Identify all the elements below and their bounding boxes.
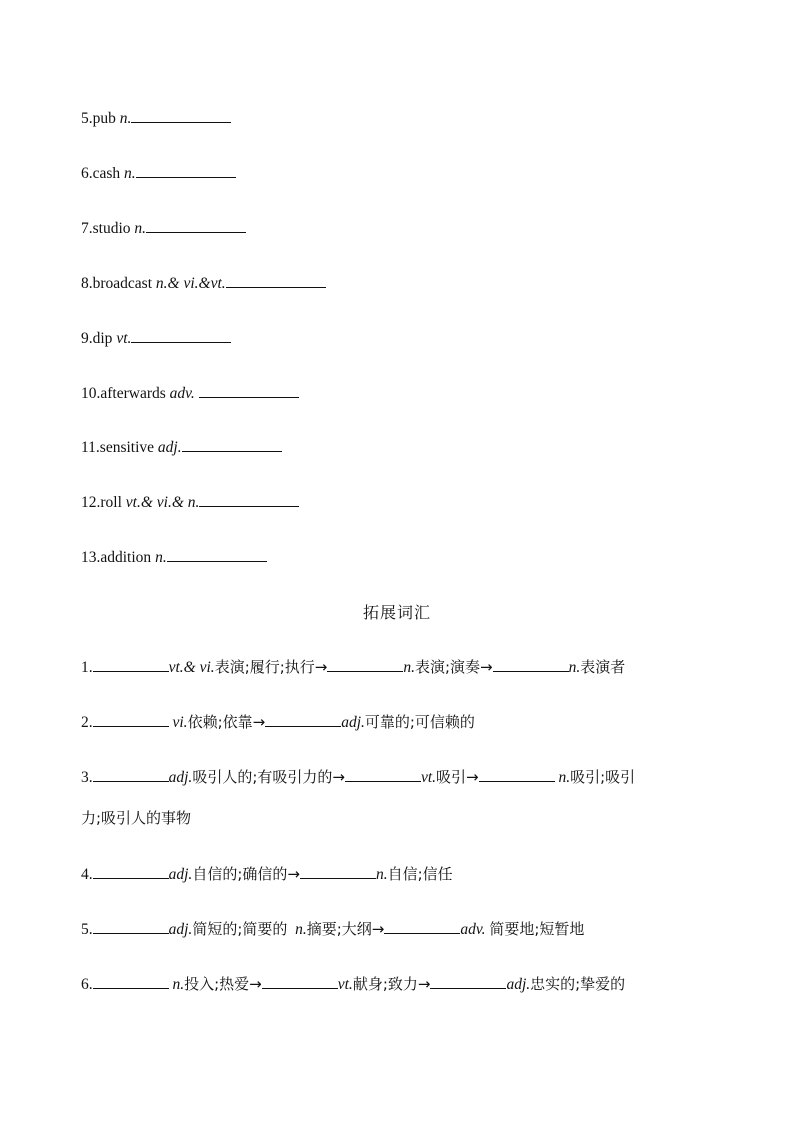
- answer-blank[interactable]: [93, 767, 169, 782]
- pos-label: n.: [375, 866, 388, 883]
- vocab-item-13: [81, 547, 734, 568]
- definition: 摘要;大纲→: [306, 920, 385, 938]
- answer-blank[interactable]: [384, 919, 460, 934]
- vocab-item-12: [81, 492, 734, 513]
- answer-blank[interactable]: [93, 974, 169, 989]
- pos-label: vt.: [420, 769, 436, 786]
- vocab-word: 11.sensitive: [81, 439, 155, 456]
- extended-item-3-continued: 力;吸引人的事物: [81, 809, 192, 827]
- vocab-item-9: [81, 328, 734, 349]
- item-number: 5.: [81, 921, 93, 938]
- extended-item-2: [81, 712, 734, 733]
- answer-blank[interactable]: [327, 657, 403, 672]
- definition: 简要地;短暂地: [489, 920, 585, 938]
- definition: 自信的;确信的→: [192, 865, 300, 883]
- vocab-pos: n.: [134, 220, 147, 237]
- vocab-word: 7.studio: [81, 220, 131, 237]
- definition: 依赖;依靠→: [187, 713, 266, 731]
- definition: 可靠的;可信赖的: [364, 713, 475, 731]
- answer-blank[interactable]: [146, 218, 246, 233]
- answer-blank[interactable]: [199, 492, 299, 507]
- vocab-pos: vt.: [116, 330, 132, 347]
- definition: 表演者: [580, 658, 626, 676]
- vocab-word: 13.addition: [81, 549, 152, 566]
- vocab-item-8: [81, 273, 734, 294]
- vocab-word: 5.pub: [81, 110, 116, 127]
- definition: 投入;热爱→: [184, 975, 262, 993]
- answer-blank[interactable]: [93, 712, 169, 727]
- answer-blank[interactable]: [493, 657, 569, 672]
- pos-label: n.: [172, 976, 185, 993]
- extended-item-6: [81, 974, 734, 995]
- pos-label: adv.: [460, 921, 486, 938]
- vocab-pos: n.& vi.&vt.: [155, 275, 226, 292]
- answer-blank[interactable]: [226, 273, 326, 288]
- item-number: 6.: [81, 976, 93, 993]
- vocab-item-10: [81, 383, 734, 404]
- answer-blank[interactable]: [167, 547, 267, 562]
- pos-label: vt.& vi.: [168, 659, 215, 676]
- pos-label: n.: [568, 659, 581, 676]
- vocab-word: 6.cash: [81, 165, 121, 182]
- answer-blank[interactable]: [93, 657, 169, 672]
- pos-label: n.: [403, 659, 415, 676]
- pos-label: adj.: [506, 976, 531, 993]
- extended-item-3: [81, 767, 734, 788]
- section-heading: 拓展词汇: [362, 603, 431, 622]
- vocab-item-6: [81, 163, 734, 184]
- vocab-pos: n.: [124, 165, 136, 182]
- definition: 献身;致力→: [352, 975, 431, 993]
- pos-label: vt.: [337, 976, 353, 993]
- vocab-pos: n.: [119, 110, 132, 127]
- pos-label: n.: [558, 769, 571, 786]
- answer-blank[interactable]: [136, 163, 236, 178]
- answer-blank[interactable]: [131, 108, 231, 123]
- definition: 忠实的;挚爱的: [530, 975, 626, 993]
- pos-label: adj.: [341, 714, 365, 731]
- definition: 吸引;吸引: [570, 768, 636, 786]
- answer-blank[interactable]: [265, 712, 341, 727]
- item-number: 1.: [81, 659, 93, 676]
- vocab-item-11: [81, 437, 734, 458]
- pos-label: n.: [295, 921, 307, 938]
- pos-label: adj.: [168, 769, 193, 786]
- answer-blank[interactable]: [430, 974, 506, 989]
- extended-item-1: [81, 657, 734, 678]
- vocab-word: 10.afterwards: [81, 385, 166, 402]
- vocab-pos: n.: [155, 549, 167, 566]
- vocab-item-7: [81, 218, 734, 239]
- item-number: 3.: [81, 769, 93, 786]
- answer-blank[interactable]: [300, 864, 376, 879]
- answer-blank[interactable]: [93, 864, 169, 879]
- definition: 表演;履行;执行→: [214, 658, 328, 676]
- item-number: 4.: [81, 866, 93, 883]
- definition: 简短的;简要的: [192, 920, 288, 938]
- vocab-pos: adj.: [157, 439, 182, 456]
- vocab-item-5: [81, 108, 734, 129]
- vocab-pos: adv.: [169, 385, 195, 402]
- pos-label: vi.: [172, 714, 188, 731]
- vocab-word: 8.broadcast: [81, 275, 153, 292]
- definition: 自信;信任: [387, 865, 453, 883]
- definition: 表演;演奏→: [415, 658, 493, 676]
- answer-blank[interactable]: [479, 767, 555, 782]
- answer-blank[interactable]: [199, 383, 299, 398]
- definition: 吸引人的;有吸引力的→: [192, 768, 345, 786]
- vocab-word: 9.dip: [81, 330, 113, 347]
- pos-label: adj.: [168, 921, 193, 938]
- item-number: 2.: [81, 714, 93, 731]
- answer-blank[interactable]: [262, 974, 338, 989]
- definition: 吸引→: [436, 768, 479, 786]
- vocab-word: 12.roll: [81, 494, 122, 511]
- pos-label: adj.: [168, 866, 193, 883]
- extended-item-4: [81, 864, 734, 885]
- vocab-pos: vt.& vi.& n.: [125, 494, 200, 511]
- answer-blank[interactable]: [93, 919, 169, 934]
- answer-blank[interactable]: [182, 437, 282, 452]
- answer-blank[interactable]: [131, 328, 231, 343]
- extended-item-5: [81, 919, 734, 940]
- answer-blank[interactable]: [345, 767, 421, 782]
